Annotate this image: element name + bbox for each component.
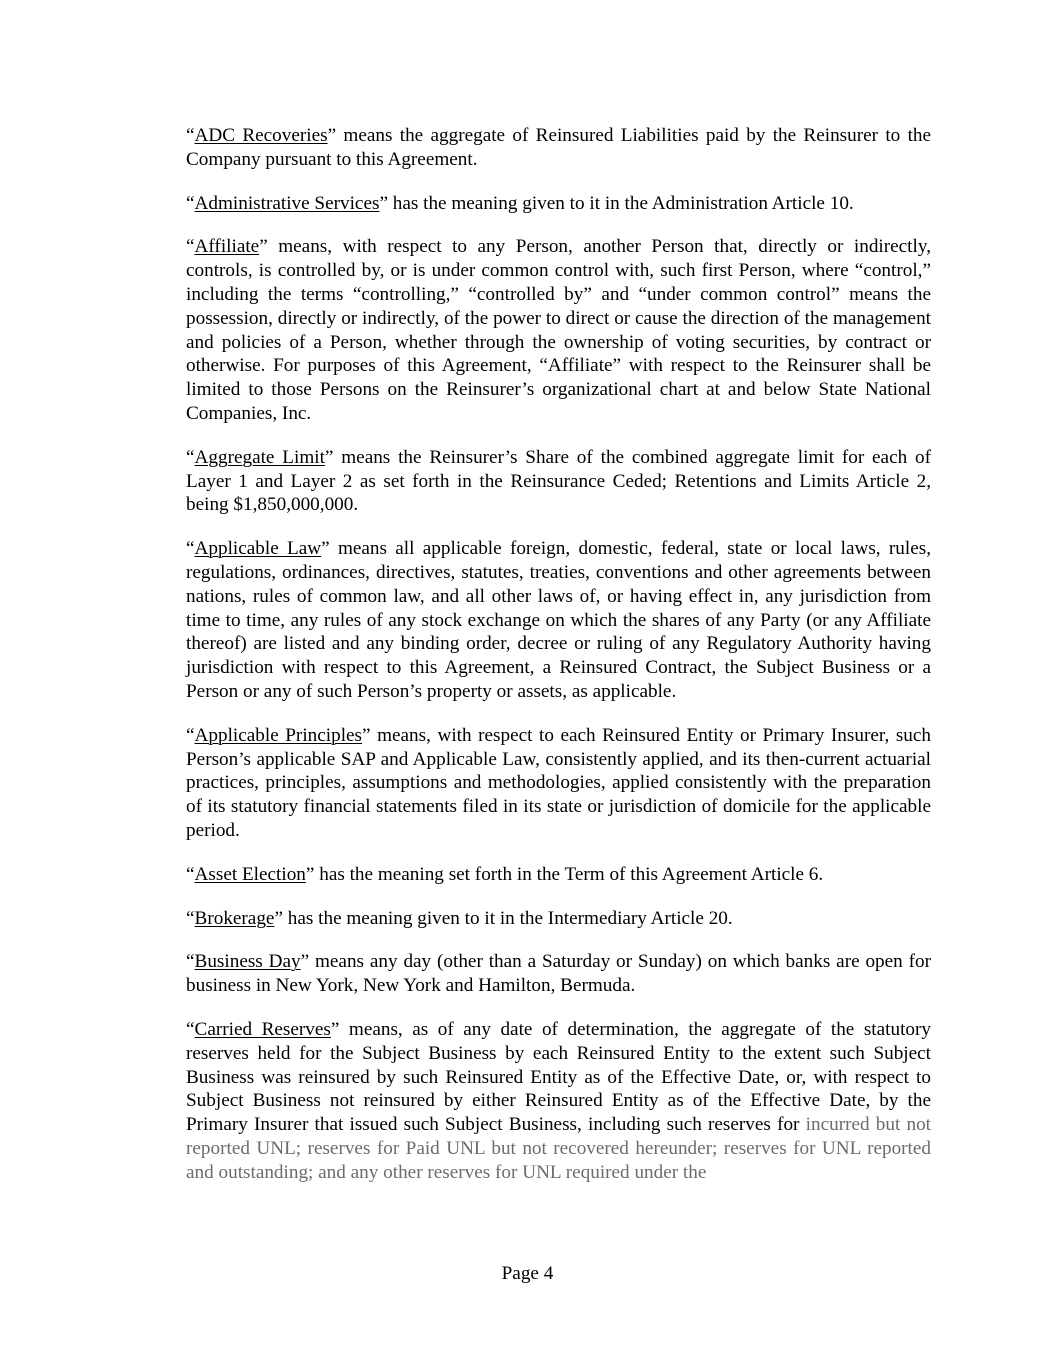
open-quote: “	[186, 446, 195, 468]
open-quote: “	[186, 125, 195, 146]
defined-term: Business Day	[194, 951, 301, 973]
definition-text: ” means, with respect to each Reinsured Entity or Primary Insurer, such Person’s applicable SAP and Applicable Law, consistently applied, and its then-current actuarial practices, principles, assumptions and methodologies, applied consistently with the preparation of its statutory financial statements filed in its state or jurisdiction of domicile for the applicable period.	[186, 724, 931, 841]
defined-term: Aggregate Limit	[194, 446, 325, 468]
definition-text-faded: incurred but not reported UNL; reserves for Paid UNL but not recovered hereunder; reserves for UNL reported and outstanding; and any other reserves for UNL required under the	[186, 1114, 932, 1183]
open-quote: “	[186, 1018, 195, 1040]
definition-text: ” has the meaning set forth in the Term of this Agreement Article 6.	[305, 863, 824, 885]
definition-text: ” has the meaning given to it in the Administration Article 10.	[379, 192, 854, 214]
definition-business-day	[186, 950, 931, 998]
definition-text: ” means any day (other than a Saturday or Sunday) on which banks are open for business in New York, New York and Hamilton, Bermuda.	[186, 951, 932, 997]
definition-text: ” means the aggregate of Reinsured Liabilities paid by the Reinsurer to the Company pursuant to this Agreement.	[186, 125, 932, 170]
definition-brokerage	[186, 907, 931, 931]
definition-text: ” means, with respect to any Person, another Person that, directly or indirectly, controls, is controlled by, or is under common control with, such first Person, where “control,” including the terms “controlling,” “controlled by” and “under common control” means the possession, directly or indirectly, of the power to direct or cause the direction of the management and policies of a Person, whether through the ownership of voting securities, by contract or otherwise. For purposes of this Agreement, “Affiliate” with respect to the Reinsurer shall be limited to those Persons on the Reinsurer’s organizational chart at and below State National Companies, Inc.	[186, 236, 931, 424]
definitions-list	[186, 124, 931, 1184]
open-quote: “	[186, 907, 195, 929]
definition-administrative-services	[186, 192, 931, 216]
definition-affiliate	[186, 235, 931, 425]
definition-text: ” means the Reinsurer’s Share of the combined aggregate limit for each of Layer 1 and Layer 2 as set forth in the Reinsurance Ceded; Retentions and Limits Article 2, being $1,850,000,000.	[186, 446, 931, 516]
definition-carried-reserves	[186, 1018, 931, 1185]
definition-text: ” has the meaning given to it in the Intermediary Article 20.	[274, 907, 733, 929]
defined-term: Applicable Principles	[194, 724, 363, 746]
definition-asset-election	[186, 863, 931, 887]
definition-applicable-law	[186, 537, 931, 704]
open-quote: “	[186, 863, 195, 885]
definition-text: ” means, as of any date of determination, the aggregate of the statutory reserves held for the Subject Business by each Reinsured Entity to the extent such Subject Business was reinsured by such Reinsured Entity as of the Effective Date, or, with respect to Subject Business not reinsured by either Reinsured Entity as of the Effective Date, by the Primary Insurer that issued such Subject Business, including such reserves for	[186, 1018, 931, 1136]
open-quote: “	[186, 724, 195, 746]
defined-term: ADC Recoveries	[194, 125, 328, 146]
definition-applicable-principles	[186, 724, 931, 843]
defined-term: Applicable Law	[194, 538, 322, 560]
open-quote: “	[186, 538, 195, 560]
definition-text: ” means all applicable foreign, domestic, federal, state or local laws, rules, regulations, ordinances, directives, statutes, treaties, conventions and other agreements between nations, rules of common law, and all other laws of, or having effect in, any jurisdiction from time to time, any rules of any stock exchange on which the shares of any Party (or any Affiliate thereof) are listed and any binding order, decree or ruling of any Regulatory Authority having jurisdiction with respect to this Agreement, a Reinsured Contract, the Subject Business or a Person or any of such Person’s property or assets, as applicable.	[186, 538, 931, 702]
definition-adc-recoveries	[186, 124, 931, 172]
defined-term: Affiliate	[194, 236, 260, 258]
defined-term: Administrative Services	[194, 192, 380, 214]
defined-term: Carried Reserves	[194, 1018, 331, 1040]
open-quote: “	[186, 192, 195, 214]
defined-term: Brokerage	[194, 907, 275, 929]
open-quote: “	[186, 236, 195, 258]
definition-aggregate-limit	[186, 446, 931, 517]
open-quote: “	[186, 951, 195, 973]
page-number: Page 4	[501, 1263, 554, 1284]
defined-term: Asset Election	[194, 863, 306, 885]
